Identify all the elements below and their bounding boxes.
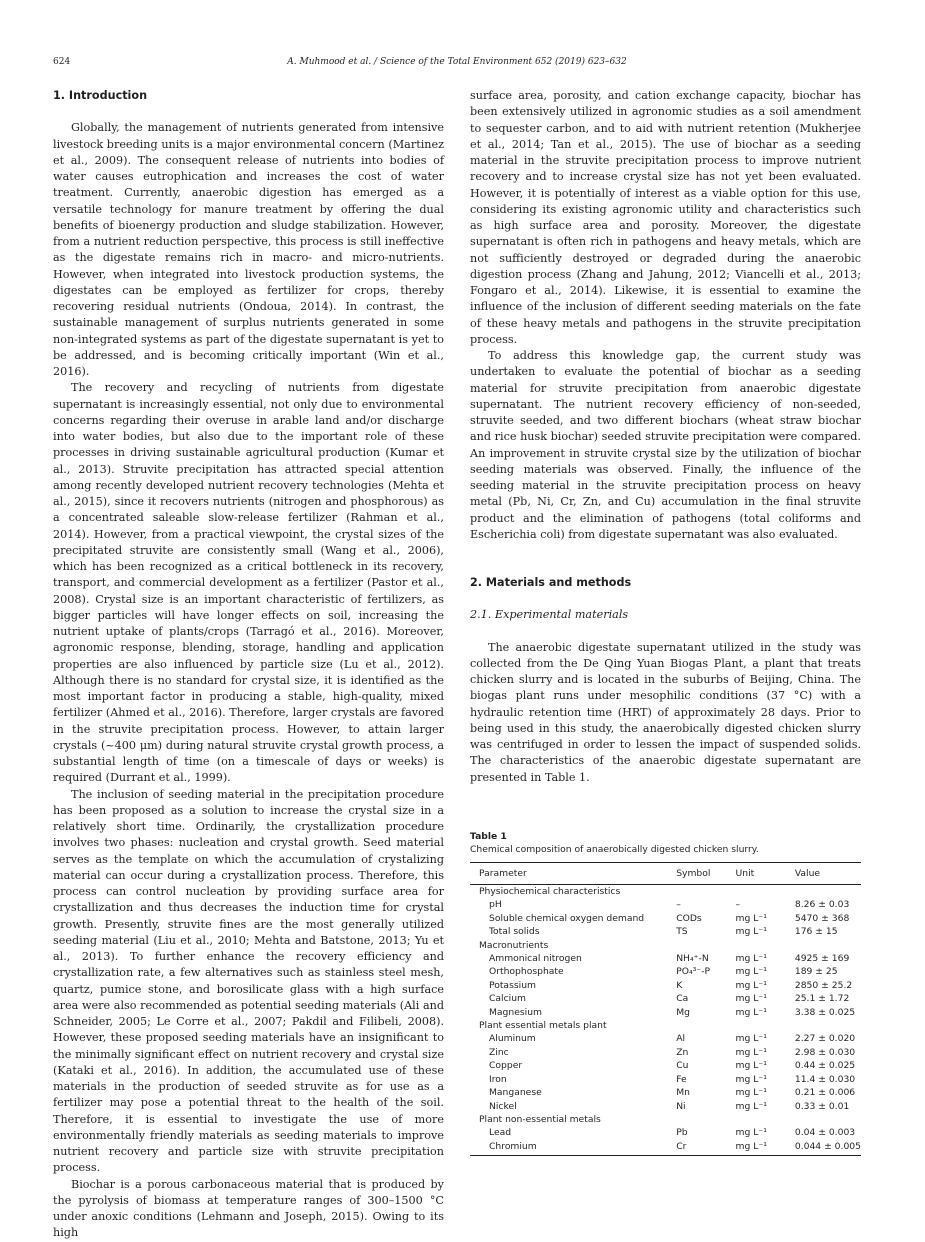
cell-symbol: Cu — [676, 1060, 689, 1072]
table-header-row — [470, 863, 861, 885]
cell-unit: mg L⁻¹ — [735, 953, 767, 965]
cell-parameter: Potassium — [489, 979, 536, 991]
cell-parameter: Physiochemical characteristics — [479, 886, 621, 897]
cell-value: 176 ± 15 — [794, 926, 838, 938]
cell-parameter: Soluble chemical oxygen demand — [489, 912, 645, 924]
cell-value: 2.98 ± 0.030 — [794, 1046, 856, 1058]
cell-unit: mg L⁻¹ — [735, 912, 767, 924]
cell-symbol: NH₄⁺-N — [676, 953, 709, 965]
cell-parameter: Aluminum — [489, 1033, 536, 1045]
table-row — [470, 925, 861, 938]
cell-value: 0.44 ± 0.025 — [794, 1060, 856, 1072]
cell-symbol: Zn — [676, 1046, 689, 1058]
table-row — [470, 1073, 861, 1086]
section-heading-introduction: 1. Introduction — [53, 89, 148, 102]
cell-unit: mg L⁻¹ — [735, 979, 767, 991]
cell-parameter: Chromium — [470, 1140, 676, 1156]
cell-value: 8.26 ± 0.03 — [794, 899, 850, 911]
intro-paragraph-6: To address this knowledge gap, the current study was undertaken to evaluate the potential of biochar as a seeding material for struvite precipitation from anaerobic digestate supernatant. The nutrient recovery efficiency of non-seeded, struvite seeded, and two different biochars (wheat straw biochar and rice husk biochar) seeded struvite precipitation were compared. An improvement in struvite crystal size by the utilization of biochar seeding materials was observed. Finally, the influence of the seeding material in the struvite precipitation process on heavy metal (Pb, Ni, Cr, Zn, and Cu) accumulation in the final struvite product and the elimination of pathogens (total coliforms and Escherichia coli) from digestate supernatant was also evaluated. — [470, 349, 861, 541]
cell-symbol: Fe — [676, 1073, 687, 1085]
cell-symbol: Pb — [676, 1127, 688, 1139]
cell-unit: – — [735, 899, 741, 911]
cell-unit: mg L⁻¹ — [735, 1073, 767, 1085]
table-1 — [470, 830, 861, 1156]
table-section-row — [470, 1113, 861, 1126]
cell-parameter: Magnesium — [489, 1006, 542, 1018]
cell-value: 189 ± 25 — [794, 966, 838, 978]
cell-symbol: TS — [676, 926, 688, 938]
cell-unit: mg L⁻¹ — [735, 993, 767, 1005]
table-label: Table 1 — [470, 831, 507, 842]
column-header-parameter: Parameter — [470, 863, 676, 885]
table-row — [470, 1100, 861, 1113]
cell-symbol: K — [676, 979, 683, 991]
table-section-row — [470, 885, 861, 899]
cell-value: 2.27 ± 0.020 — [794, 1033, 856, 1045]
table-row — [470, 898, 861, 911]
table-section-row — [470, 1019, 861, 1032]
cell-value: 25.1 ± 1.72 — [794, 993, 850, 1005]
cell-symbol: Mg — [676, 1006, 690, 1018]
cell-symbol: Mn — [676, 1087, 690, 1099]
cell-unit: mg L⁻¹ — [735, 1006, 767, 1018]
table-row — [470, 1126, 861, 1139]
cell-unit: mg L⁻¹ — [735, 1087, 767, 1099]
table-row — [470, 912, 861, 925]
composition-table — [470, 862, 861, 1156]
cell-parameter: Total solids — [489, 926, 540, 938]
cell-symbol: Ni — [676, 1100, 686, 1112]
cell-symbol: PO₄³⁻-P — [676, 966, 711, 978]
table-row — [470, 992, 861, 1005]
left-column — [53, 88, 444, 1242]
table-row — [470, 1140, 861, 1156]
cell-symbol: Ca — [676, 993, 689, 1005]
intro-paragraph-2: The recovery and recycling of nutrients from digestate supernatant is increasingly essential, not only due to environmental concerns regarding their overuse in arable land and/or discharge into water bodies, but also due to the important role of these processes in driving sustainable agricultural production (Kumar et al., 2013). Struvite precipitation has attracted special attention among recently developed nutrient recovery technologies (Mehta et al., 2015), since it recovers nutrients (nitrogen and phosphorous) as a concentrated saleable slow-release fertilizer (Rahman et al., 2014). However, from a practical viewpoint, the crystal sizes of the precipitated struvite are consistently small (Wang et al., 2006), which has been recognized as a critical bottleneck in its recovery, transport, and commercial development as a fertilizer (Pastor et al., 2008). Crystal size is an important characteristic of fertilizers, as bigger particles will have longer effects on soil, increasing the nutrient uptake of plants/crops (Tarragó et al., 2016). Moreover, agronomic response, blending, storage, handling and application properties are also influenced by particle size (Lu et al., 2012). Although there is no standard for crystal size, it is identified as the most important factor in producing a stable, high-quality, mixed fertilizer (Ahmed et al., 2016). Therefore, larger crystals are favored in the struvite precipitation process. However, to attain larger crystals (~400 μm) during natural struvite crystal growth process, a substantial length of time (on a timescale of days or weeks) is required (Durrant et al., 1999). — [53, 381, 444, 785]
cell-parameter: Iron — [489, 1073, 507, 1085]
table-section-row — [470, 939, 861, 952]
cell-unit: mg L⁻¹ — [735, 966, 767, 978]
methods-paragraph-1: The anaerobic digestate supernatant utilized in the study was collected from the De Qing Yuan Biogas Plant, a plant that treats chicken slurry and is located in the suburbs of Beijing, China. The biogas plant runs under mesophilic conditions (37 °C) with a hydraulic retention time (HRT) of approximately 28 days. Prior to being used in this study, the anaerobically digested chicken slurry was centrifuged in order to lessen the impact of suspended solids. The characteristics of the anaerobic digestate supernatant are presented in Table 1. — [470, 640, 861, 784]
cell-parameter: Calcium — [489, 993, 526, 1005]
table-row — [470, 1006, 861, 1019]
cell-value: 0.21 ± 0.006 — [794, 1087, 856, 1099]
table-body — [470, 885, 861, 1156]
cell-parameter: Copper — [489, 1060, 523, 1072]
cell-value: 0.04 ± 0.003 — [794, 1127, 856, 1139]
intro-paragraph-5: surface area, porosity, and cation exchange capacity, biochar has been extensively utilized in agronomic studies as a soil amendment to sequester carbon, and to aid with nutrient retention (Mukherjee et al., 2014; Tan et al., 2015). The use of biochar as a seeding material in the struvite precipitation process to improve nutrient recovery and to increase crystal size has not yet been evaluated. However, it is potentially of interest as a viable option for this use, considering its existing agronomic utility and characteristics such as high surface area and porosity. Moreover, the digestate supernatant is often rich in pathogens and heavy metals, which are not sufficiently destroyed or degraded during the anaerobic digestion process (Zhang and Jahung, 2012; Viancelli et al., 2013; Fongaro et al., 2014). Likewise, it is essential to examine the influence of the inclusion of different seeding materials on the fate of these heavy metals and pathogens in the struvite precipitation process. — [470, 89, 861, 346]
intro-paragraph-1: Globally, the management of nutrients generated from intensive livestock breeding units is a major environmental concern (Martinez et al., 2009). The consequent release of nutrients into bodies of water causes eutrophication and increases the cost of water treatment. Currently, anaerobic digestion has emerged as a versatile technology for manure treatment by offering the dual benefits of bioenergy production and sludge stabilization. However, from a nutrient reduction perspective, this process is still ineffective as the digestate remains rich in macro- and micro-nutrients. However, when integrated into livestock production systems, the digestates can be employed as fertilizer for crops, thereby recovering residual nutrients (Ondoua, 2014). In contrast, the sustainable management of surplus nutrients generated in some non-integrated systems as part of the digestate supernatant is yet to be addressed, and is becoming critically important (Win et al., 2016). — [53, 121, 444, 378]
table-row — [470, 1046, 861, 1059]
right-column — [470, 88, 861, 786]
section-heading-methods: 2. Materials and methods — [470, 576, 632, 589]
cell-unit: mg L⁻¹ — [735, 1100, 767, 1112]
cell-unit: mg L⁻¹ — [735, 1060, 767, 1072]
cell-value: 0.044 ± 0.005 — [795, 1140, 861, 1156]
cell-parameter: Zinc — [489, 1046, 509, 1058]
table-row — [470, 979, 861, 992]
intro-paragraph-3: The inclusion of seeding material in the precipitation procedure has been proposed as a solution to increase the crystal size in a relatively short time. Ordinarily, the crystallization procedure involves two phases: nucleation and crystal growth. Seed material serves as the template on which the accumulation of crystalizing material can occur during a crystallization process. Therefore, this process can control nucleation by providing surface area for crystallization and thus decreases the induction time for crystal growth. Presently, struvite fines are the most generally utilized seeding material (Liu et al., 2010; Mehta and Batstone, 2013; Yu et al., 2013). To further enhance the recovery efficiency and crystallization rate, a few alternatives such as stainless steel mesh, quartz, pumice stone, and borosilicate glass with a high surface area were also recommended as potential seeding materials (Ali and Schneider, 2005; Le Corre et al., 2007; Pakdil and Filibeli, 2008). However, these proposed seeding materials have an insignificant to the minimally significant effect on nutrient recovery and crystal size (Kataki et al., 2016). In addition, the accumulated use of these materials in the production of seeded struvite as for use as a fertilizer may pose a potential threat to the health of the soil. Therefore, it is essential to investigate the use of more environmentally friendly materials as seeding materials to improve nutrient recovery and particle size with struvite precipitation process. — [53, 787, 444, 1175]
cell-parameter: Plant essential metals plant — [479, 1020, 607, 1032]
intro-paragraph-4: Biochar is a porous carbonaceous material that is produced by the pyrolysis of biomass at temperature ranges of 300–1500 °C under anoxic conditions (Lehmann and Joseph, 2015). Owing to its high — [53, 1177, 444, 1240]
journal-citation: A. Muhmood et al. / Science of the Total Environment 652 (2019) 623–632 — [287, 57, 627, 67]
table-caption: Chemical composition of anaerobically digested chicken slurry. — [470, 844, 759, 855]
cell-parameter: Orthophosphate — [489, 966, 564, 978]
cell-unit: mg L⁻¹ — [735, 926, 767, 938]
cell-unit: mg L⁻¹ — [736, 1140, 795, 1156]
cell-value: 0.33 ± 0.01 — [794, 1100, 850, 1112]
cell-unit: mg L⁻¹ — [735, 1046, 767, 1058]
table-row — [470, 952, 861, 965]
cell-parameter: pH — [489, 899, 502, 911]
cell-symbol: Cr — [676, 1140, 735, 1156]
cell-parameter: Nickel — [489, 1100, 517, 1112]
column-header-value: Value — [795, 863, 861, 885]
table-row — [470, 1032, 861, 1045]
cell-parameter: Plant non-essential metals — [479, 1113, 601, 1125]
cell-parameter: Ammonical nitrogen — [489, 953, 582, 965]
cell-symbol: CODs — [676, 912, 702, 924]
cell-unit: mg L⁻¹ — [735, 1127, 767, 1139]
table-row — [470, 1059, 861, 1072]
cell-parameter: Macronutrients — [479, 939, 549, 951]
column-header-symbol: Symbol — [676, 863, 735, 885]
cell-value: 2850 ± 25.2 — [794, 979, 853, 991]
cell-parameter: Manganese — [489, 1087, 542, 1099]
cell-unit: mg L⁻¹ — [735, 1033, 767, 1045]
table-row — [470, 1086, 861, 1099]
cell-symbol: Al — [676, 1033, 686, 1045]
cell-value: 3.38 ± 0.025 — [794, 1006, 856, 1018]
running-header — [53, 57, 861, 71]
column-header-unit: Unit — [736, 863, 795, 885]
cell-value: 4925 ± 169 — [794, 953, 850, 965]
cell-value: 5470 ± 368 — [794, 912, 850, 924]
subsection-heading-materials: 2.1. Experimental materials — [470, 608, 629, 622]
page-number: 624 — [53, 57, 71, 67]
table-row — [470, 965, 861, 978]
cell-value: 11.4 ± 0.030 — [794, 1073, 856, 1085]
cell-symbol: – — [676, 899, 681, 911]
cell-parameter: Lead — [489, 1127, 512, 1139]
